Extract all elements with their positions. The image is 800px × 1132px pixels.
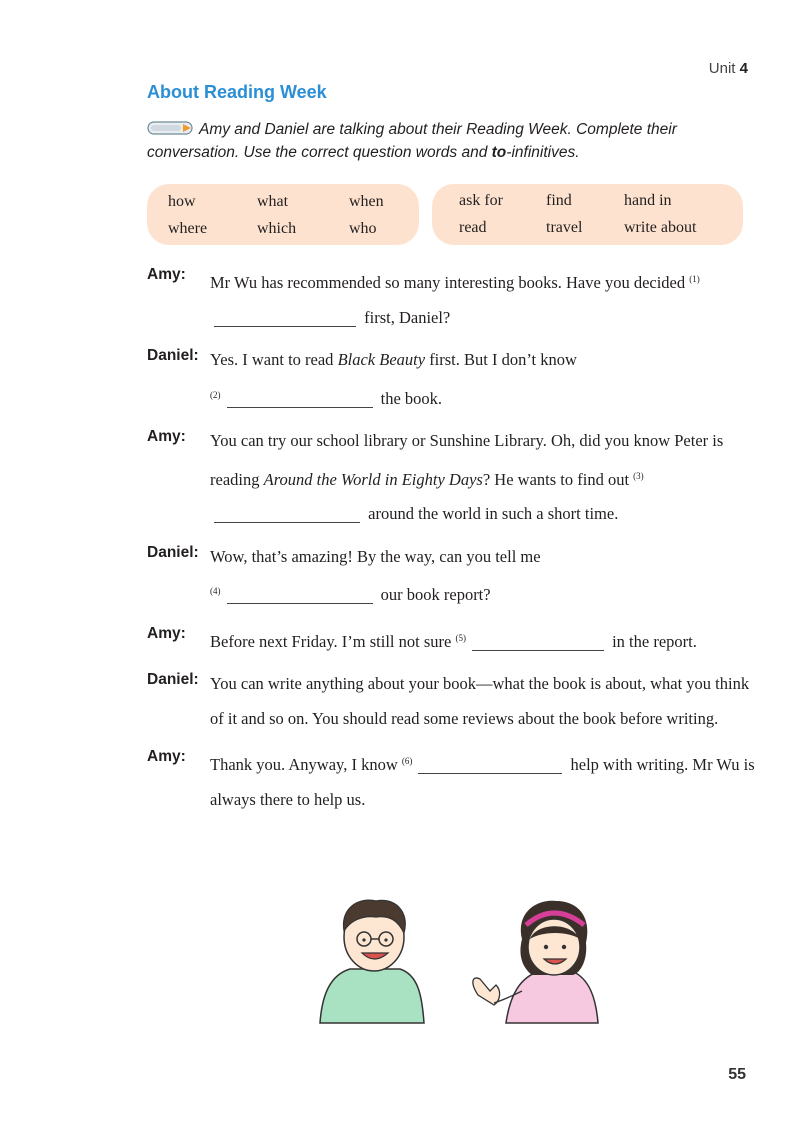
- answer-blank-2[interactable]: [227, 387, 373, 408]
- girl-figure: [473, 901, 598, 1023]
- blank-number: (4): [210, 586, 221, 596]
- section-title: About Reading Week: [147, 82, 327, 102]
- word-option: who: [349, 220, 377, 237]
- answer-blank-5[interactable]: [472, 630, 604, 651]
- dialogue-turn: Daniel: Wow, that’s amazing! By the way, can you tell me $^{(4)}$ our book report?: [147, 543, 541, 604]
- dialogue: [147, 262, 757, 825]
- children-illustration: [310, 895, 610, 1025]
- blank-number: (6): [401, 756, 413, 766]
- dialogue-turn: Amy: Mr Wu has recommended so many interesting books. Have you decided $^{(1)}$ first, Daniel?: [147, 266, 700, 327]
- word-option: when: [349, 193, 384, 210]
- blank-number: (2): [210, 389, 221, 400]
- verb-option: hand in: [624, 192, 672, 209]
- dialogue-turn: Amy: You can try our school library or Sunshine Library. Oh, did you know Peter is reading Around the World in Eighty Days? He wants to find out $^{(3)}$ around the world in such a short time.: [147, 428, 724, 523]
- speaker-label: Amy:: [147, 748, 186, 765]
- pencil-arrow-icon: [147, 120, 195, 136]
- verb-option: find: [546, 192, 572, 209]
- dialogue-turn: Amy: Thank you. Anyway, I know $^{(6)}$ help with writing. Mr Wu is always there to help us.: [147, 748, 755, 809]
- dialogue-turn: Daniel: Yes. I want to read Black Beauty first. But I don’t know $^{(2)}$ the book.: [147, 347, 577, 408]
- speaker-label: Daniel:: [147, 671, 199, 688]
- blank-number: (5): [455, 632, 466, 643]
- word-option: where: [168, 220, 208, 237]
- unit-label: Unit 4: [708, 60, 748, 77]
- verbs-box: [432, 184, 743, 245]
- blank-number: (1): [689, 274, 700, 284]
- verb-option: travel: [546, 219, 583, 236]
- answer-blank-6[interactable]: [418, 753, 562, 774]
- verb-option: ask for: [459, 192, 503, 209]
- speaker-label: Amy:: [147, 266, 186, 283]
- answer-blank-4[interactable]: [227, 583, 373, 604]
- speaker-label: Amy:: [147, 428, 186, 445]
- boy-figure: [320, 900, 424, 1023]
- answer-blank-3[interactable]: [214, 502, 360, 523]
- speaker-label: Daniel:: [147, 543, 199, 561]
- speaker-label: Amy:: [147, 624, 186, 642]
- unit-number: 4: [739, 60, 748, 77]
- word-option: which: [257, 220, 297, 237]
- page-number: 55: [728, 1066, 746, 1083]
- question-words-box: [147, 184, 419, 245]
- instructions: Amy and Daniel are talking about their Reading Week. Complete their conversation. Use the correct question words and to-infinitives.: [147, 121, 677, 161]
- word-option: what: [257, 193, 289, 210]
- word-option: how: [168, 193, 196, 210]
- speaker-label: Daniel:: [147, 347, 199, 364]
- verb-option: read: [459, 219, 487, 236]
- dialogue-turn: Daniel: You can write anything about your book—what the book is about, what you think of it and so on. You should read some reviews about the book before writing.: [147, 671, 750, 728]
- blank-number: (3): [633, 470, 644, 481]
- answer-blank-1[interactable]: [214, 306, 356, 327]
- verb-option: write about: [624, 219, 697, 236]
- dialogue-turn: Amy: Before next Friday. I’m still not sure $^{(5)}$ in the report.: [147, 624, 697, 651]
